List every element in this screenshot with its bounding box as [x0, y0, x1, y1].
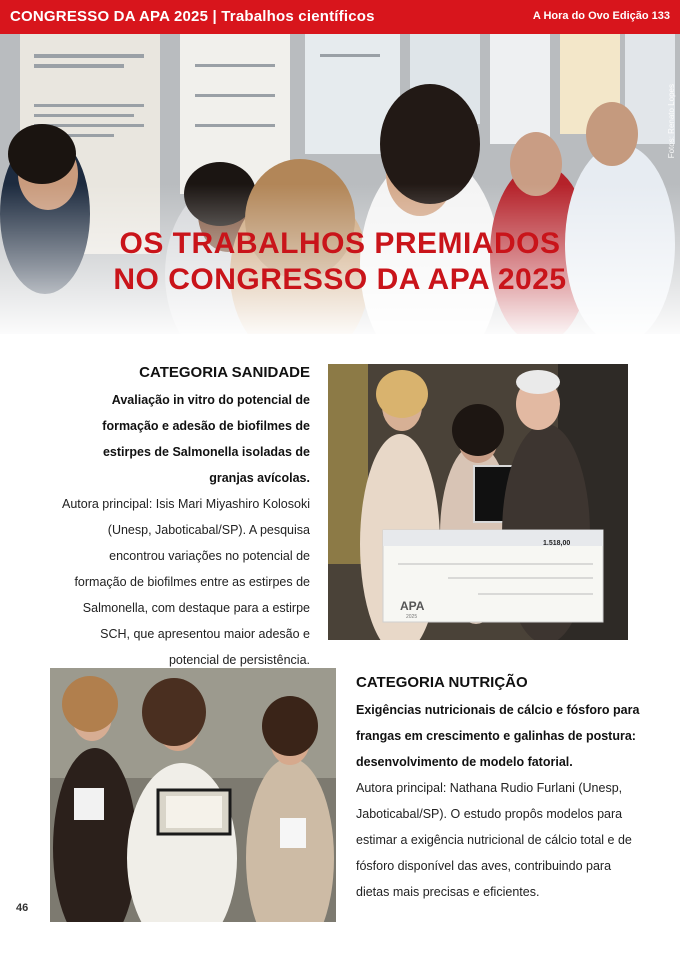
ceremonial-check [383, 530, 603, 622]
page-title-line-2: NO CONGRESSO DA APA 2025 [113, 263, 567, 296]
work-title: Avaliação in vitro do potencial de formação e adesão de biofilmes de estirpes de Salmonella isoladas de granjas avícolas. [102, 393, 310, 485]
award-photo-sanidade [328, 364, 628, 640]
apa-logo: APA [400, 599, 425, 613]
check-amount: 1.518,00 [543, 540, 571, 547]
award-photo-sanidade-illustration [328, 364, 628, 640]
photo-credit: Fotos: Renato Lopes [667, 84, 676, 159]
award-photo-nutricao-illustration [50, 668, 336, 922]
apa-logo-year: 2025 [406, 614, 418, 620]
section-header-title: CONGRESSO DA APA 2025 | Trabalhos científicos [10, 8, 375, 25]
section-nutricao [356, 674, 646, 905]
work-description: Autora principal: Nathana Rudio Furlani (Unesp, Jaboticabal/SP). O estudo propôs modelos para estimar a exigência nutricional de cálcio total e de fósforo disponível das aves, contribuindo para dietas mais precisas e eficientes. [356, 781, 632, 899]
work-description: Autora principal: Isis Mari Miyashiro Kolosoki (Unesp, Jaboticabal/SP). A pesquisa encontrou variações no potencial de formação de biofilmes entre as estirpes de Salmonella, com destaque para a estirpe SCH, que apresentou maior adesão e potencial de persistência. [61, 497, 310, 667]
category-heading: CATEGORIA NUTRIÇÃO [356, 674, 528, 691]
page-number: 46 [16, 902, 29, 914]
edition-label: A Hora do Ovo Edição 133 [532, 10, 670, 22]
work-title: Exigências nutricionais de cálcio e fósforo para frangas em crescimento e galinhas de postura: desenvolvimento de modelo fatorial. [356, 703, 640, 769]
header-bar [0, 0, 680, 34]
section-sanidade [60, 364, 310, 673]
category-heading: CATEGORIA SANIDADE [139, 364, 310, 381]
award-photo-nutricao [50, 668, 336, 922]
page-title-line-1: OS TRABALHOS PREMIADOS [119, 227, 561, 260]
